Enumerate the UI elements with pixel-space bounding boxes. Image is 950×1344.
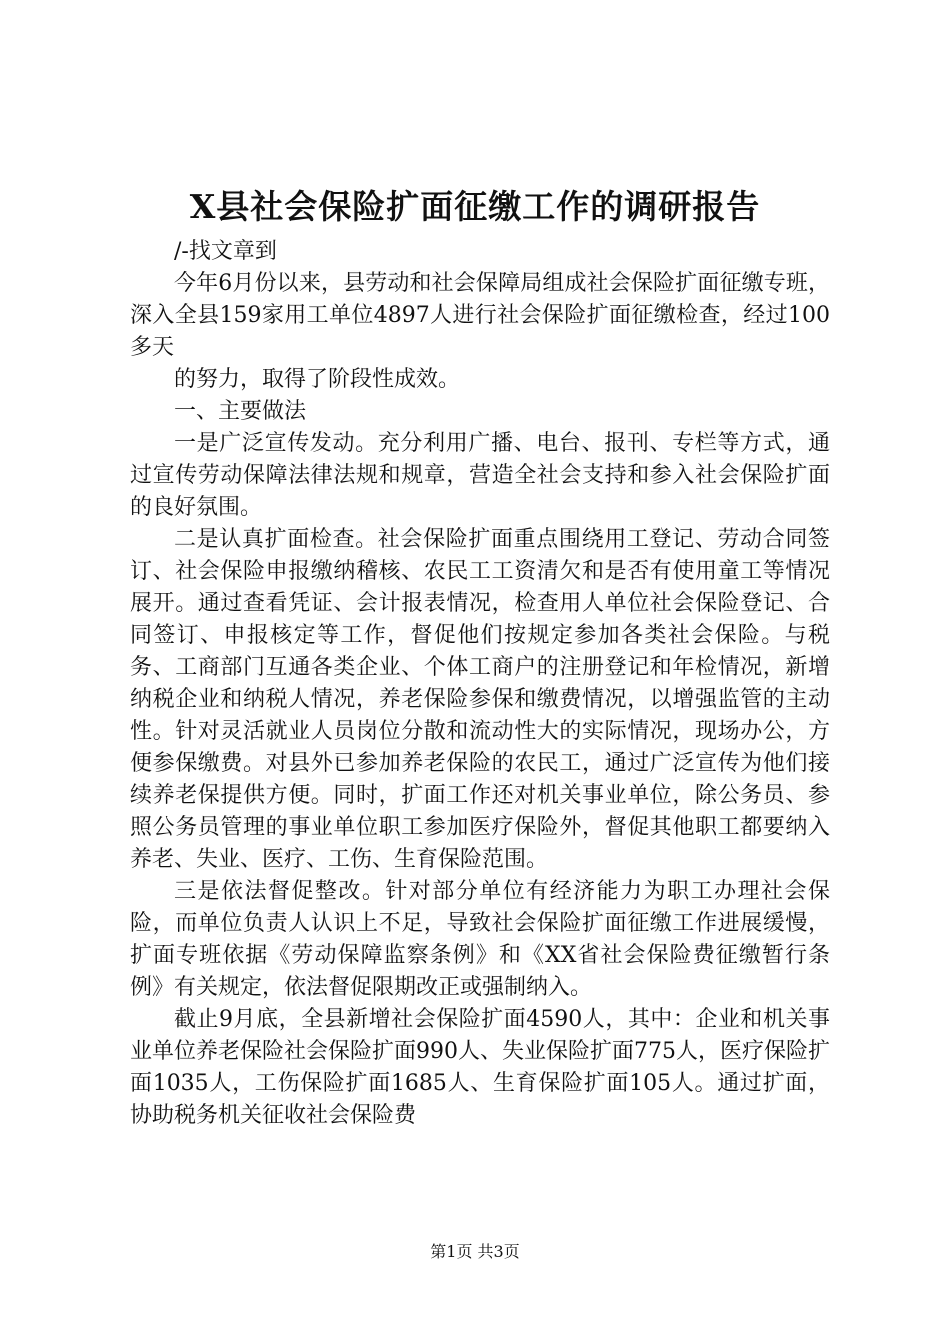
body-paragraph: 截止9月底，全县新增社会保险扩面4590人，其中：企业和机关事业单位养老保险社会保险扩面990人、失业保险扩面775人，医疗保险扩面1035人，工伤保险扩面1685人、生育保险扩面105人。通过扩面，协助税务机关征收社会保险费 bbox=[130, 1007, 830, 1128]
page-number: 第1页 共3页 bbox=[430, 1242, 520, 1261]
document-body bbox=[130, 236, 830, 1132]
document-title: X县社会保险扩面征缴工作的调研报告 bbox=[189, 187, 761, 226]
intro-paragraph: 今年6月份以来，县劳动和社会保障局组成社会保险扩面征缴专班，深入全县159家用工单位4897人进行社会保险扩面征缴检查，经过100多天 bbox=[130, 271, 830, 360]
source-note: /-找文章到 bbox=[174, 239, 277, 264]
body-paragraph: 一是广泛宣传发动。充分利用广播、电台、报刊、专栏等方式，通过宣传劳动保障法律法规和规章，营造全社会支持和参入社会保险扩面的良好氛围。 bbox=[130, 431, 830, 520]
section-heading: 一、主要做法 bbox=[174, 399, 307, 424]
body-paragraph: 二是认真扩面检查。社会保险扩面重点围绕用工登记、劳动合同签订、社会保险申报缴纳稽核、农民工工资清欠和是否有使用童工等情况展开。通过查看凭证、会计报表情况，检查用人单位社会保险登记、合同签订、申报核定等工作，督促他们按规定参加各类社会保险。与税务、工商部门互通各类企业、个体工商户的注册登记和年检情况，新增纳税企业和纳税人情况，养老保险参保和缴费情况，以增强监管的主动性。针对灵活就业人员岗位分散和流动性大的实际情况，现场办公，方便参保缴费。对县外已参加养老保险的农民工，通过广泛宣传为他们接续养老保提供方便。同时，扩面工作还对机关事业单位，除公务员、参照公务员管理的事业单位职工参加医疗保险外，督促其他职工都要纳入养老、失业、医疗、工伤、生育保险范围。 bbox=[130, 527, 830, 872]
intro-paragraph-continued: 的努力，取得了阶段性成效。 bbox=[174, 367, 461, 392]
body-paragraph: 三是依法督促整改。针对部分单位有经济能力为职工办理社会保险，而单位负责人认识上不足，导致社会保险扩面征缴工作进展缓慢，扩面专班依据《劳动保障监察条例》和《XX省社会保险费征缴暂行条例》有关规定，依法督促限期改正或强制纳入。 bbox=[130, 879, 830, 1000]
